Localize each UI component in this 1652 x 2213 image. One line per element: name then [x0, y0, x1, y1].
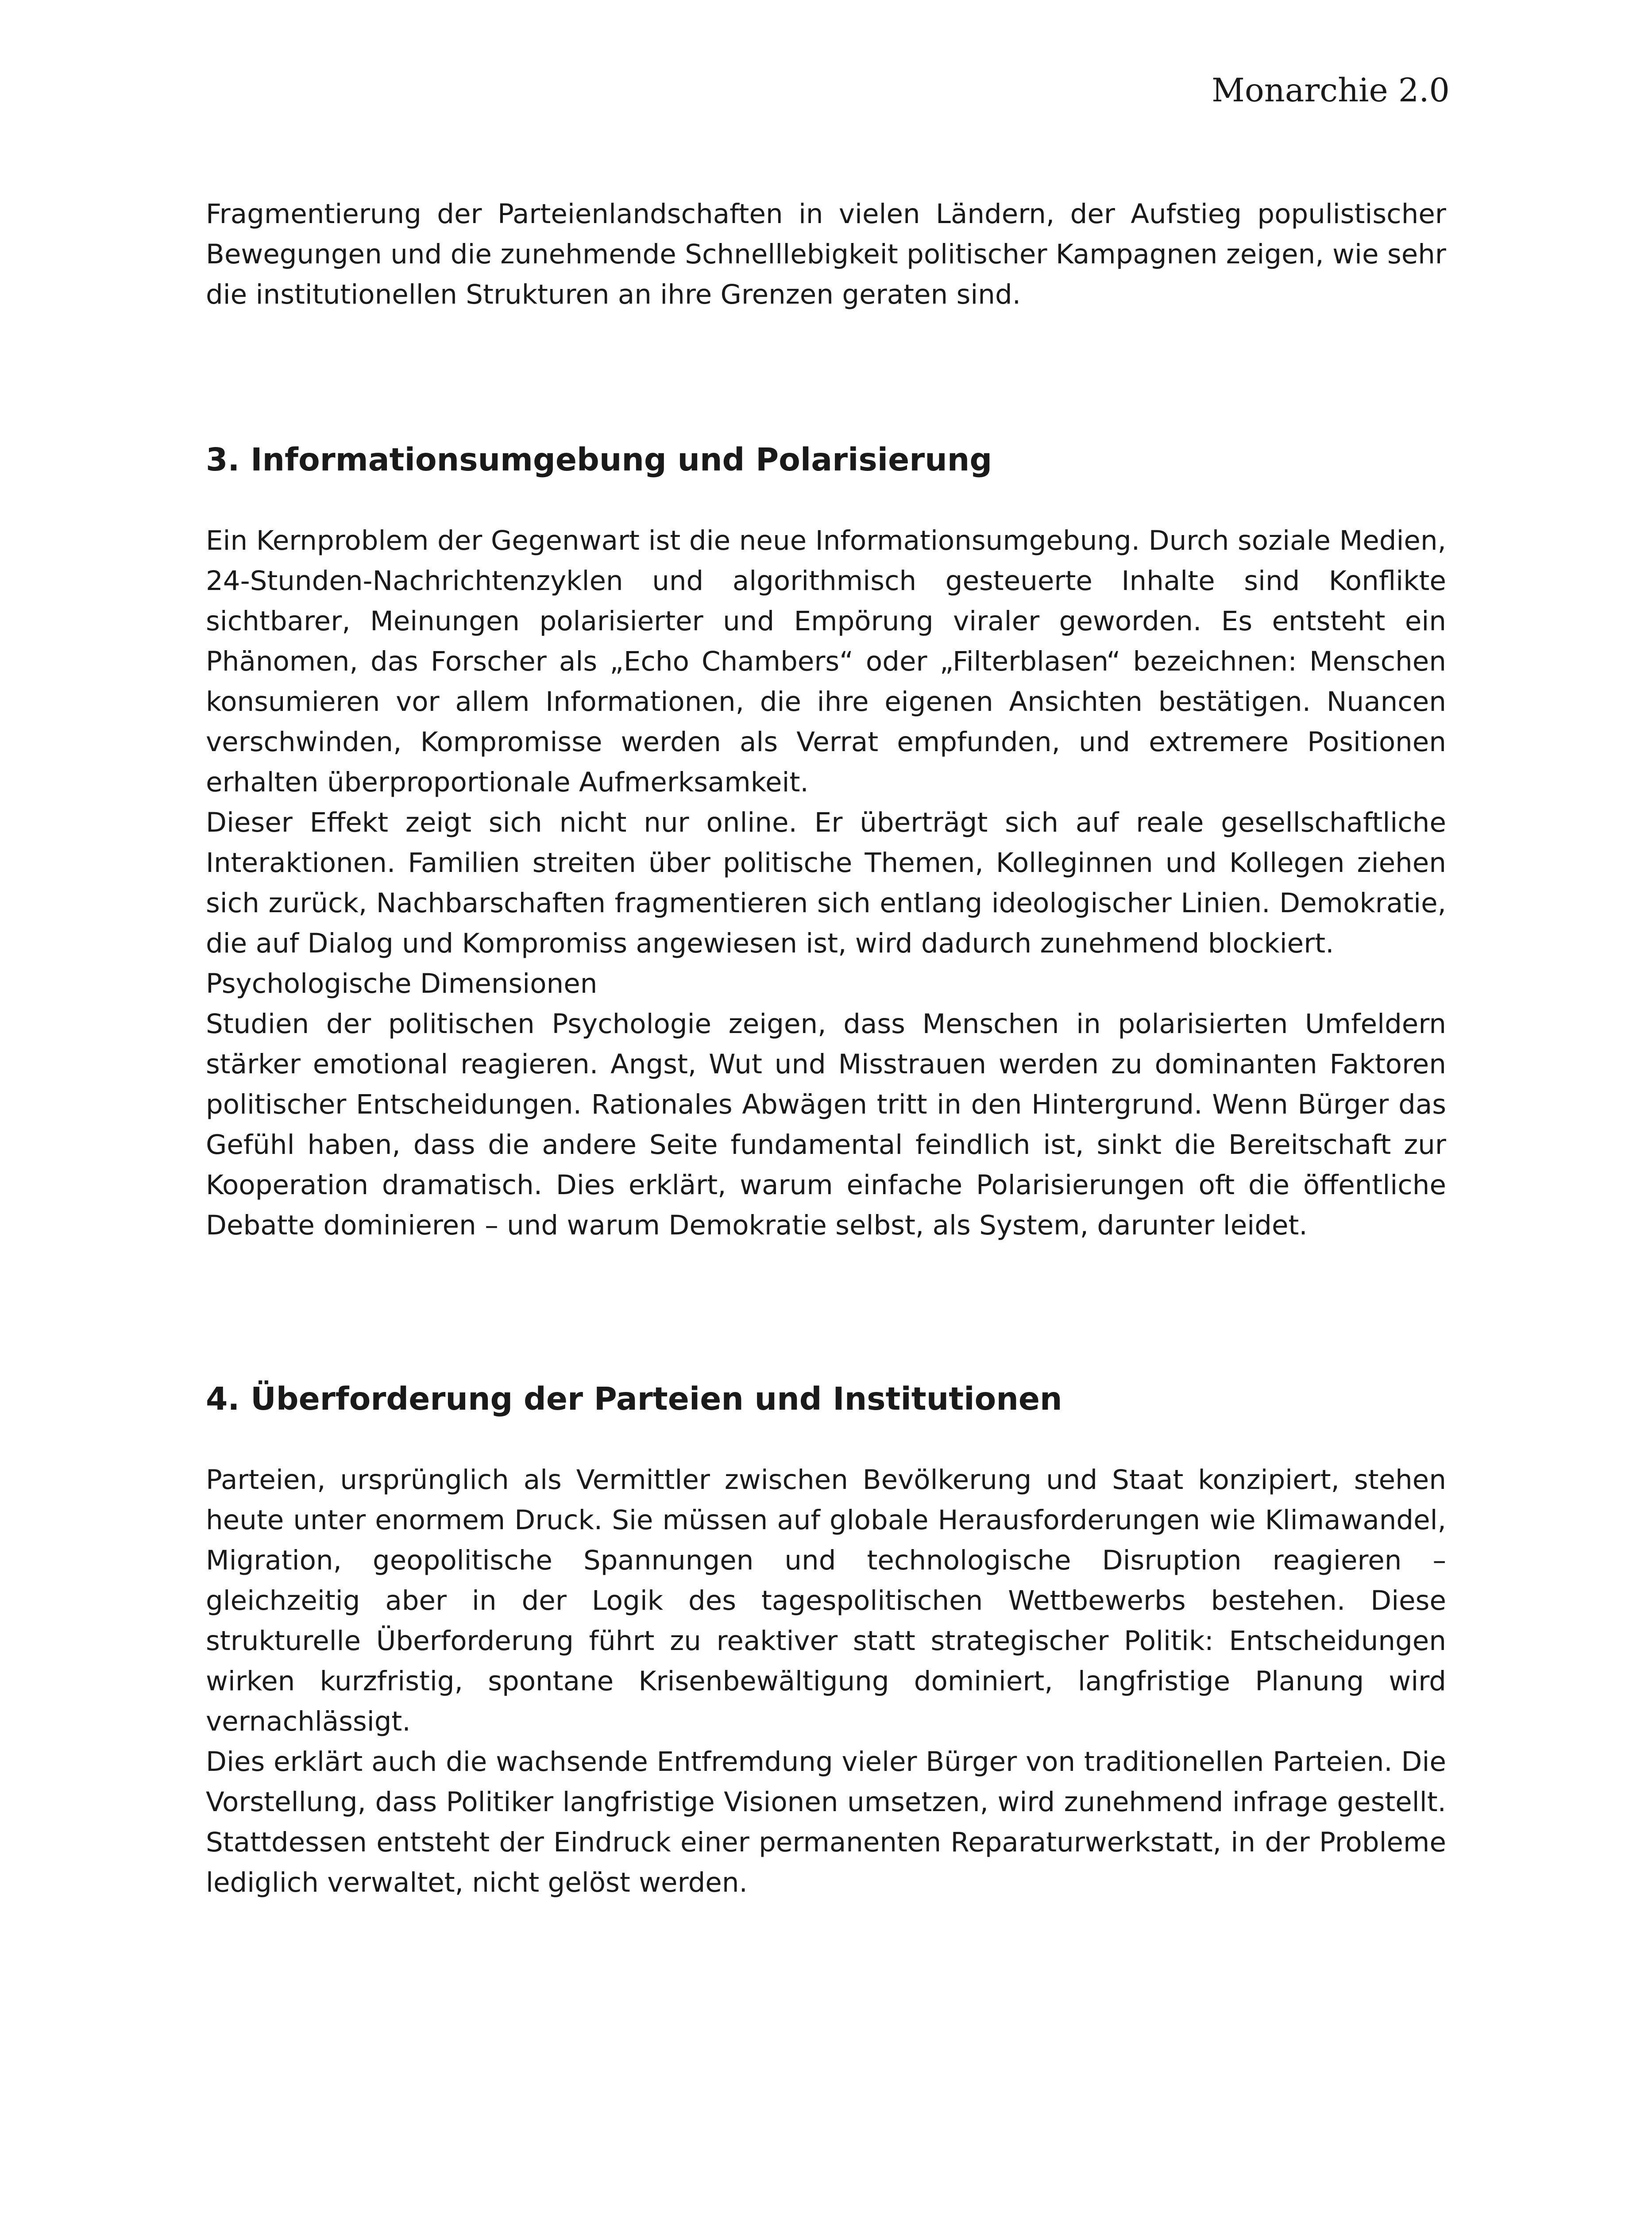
section-3-paragraph-3: Studien der politischen Psychologie zeigen, dass Menschen in polarisierten Umfeldern stärker emotional reagieren. Angst, Wut und Misstrauen werden zu dominanten Faktoren politischer Entscheidungen. Rationales Abwägen tritt in den Hintergrund. Wenn Bürger das Gefühl haben, dass die andere Seite fundamental feindlich ist, sinkt die Bereitschaft zur Kooperation dramatisch. Dies erklärt, warum einfache Polarisierungen oft die öffentliche Debatte dominieren – und warum Demokratie selbst, als System, darunter leidet. [206, 1008, 1446, 1241]
section-3-subheading: Psychologische Dimensionen [206, 968, 598, 999]
section-3-paragraph-2: Dieser Effekt zeigt sich nicht nur online. Er überträgt sich auf reale gesellschaftliche Interaktionen. Familien streiten über politische Themen, Kolleginnen und Kollegen ziehen sich zurück, Nachbarschaften fragmentieren sich entlang ideologischer Linien. Demokratie, die auf Dialog und Kompromiss angewiesen ist, wird dadurch zunehmend blockiert. [206, 807, 1446, 959]
section-4-paragraph-1: Parteien, ursprünglich als Vermittler zwischen Bevölkerung und Staat konzipiert, stehen heute unter enormem Druck. Sie müssen auf globale Herausforderungen wie Klimawandel, Migration, geopolitische Spannungen und technologische Disruption reagieren – gleichzeitig aber in der Logik des tagespolitischen Wettbewerbs bestehen. Diese strukturelle Überforderung führt zu reaktiver statt strategischer Politik: Entscheidungen wirken kurzfristig, spontane Krisenbewältigung dominiert, langfristige Planung wird vernachlässigt. [206, 1464, 1446, 1737]
page-body [206, 194, 1446, 1903]
section-4-heading: 4. Überforderung der Parteien und Institutionen [206, 1380, 1062, 1417]
intro-paragraph: Fragmentierung der Parteienlandschaften in vielen Ländern, der Aufstieg populistischer Bewegungen und die zunehmende Schnelllebigkeit politischer Kampagnen zeigen, wie sehr die institutionellen Strukturen an ihre Grenzen geraten sind. [206, 198, 1446, 310]
section-4-paragraph-2: Dies erklärt auch die wachsende Entfremdung vieler Bürger von traditionellen Parteien. Die Vorstellung, dass Politiker langfristige Visionen umsetzen, wird zunehmend infrage gestellt. Stattdessen entsteht der Eindruck einer permanenten Reparaturwerkstatt, in der Probleme lediglich verwaltet, nicht gelöst werden. [206, 1746, 1446, 1898]
section-3-paragraph-1: Ein Kernproblem der Gegenwart ist die neue Informationsumgebung. Durch soziale Medien, 24-Stunden-Nachrichtenzyklen und algorithmisch gesteuerte Inhalte sind Konflikte sichtbarer, Meinungen polarisierter und Empörung viraler geworden. Es entsteht ein Phänomen, das Forscher als „Echo Chambers“ oder „Filterblasen“ bezeichnen: Menschen konsumieren vor allem Informationen, die ihre eigenen Ansichten bestätigen. Nuancen verschwinden, Kompromisse werden als Verrat empfunden, und extremere Positionen erhalten überproportionale Aufmerksamkeit. [206, 525, 1446, 798]
running-header: Monarchie 2.0 [1212, 72, 1450, 109]
section-3-heading: 3. Informationsumgebung und Polarisierung [206, 441, 992, 478]
